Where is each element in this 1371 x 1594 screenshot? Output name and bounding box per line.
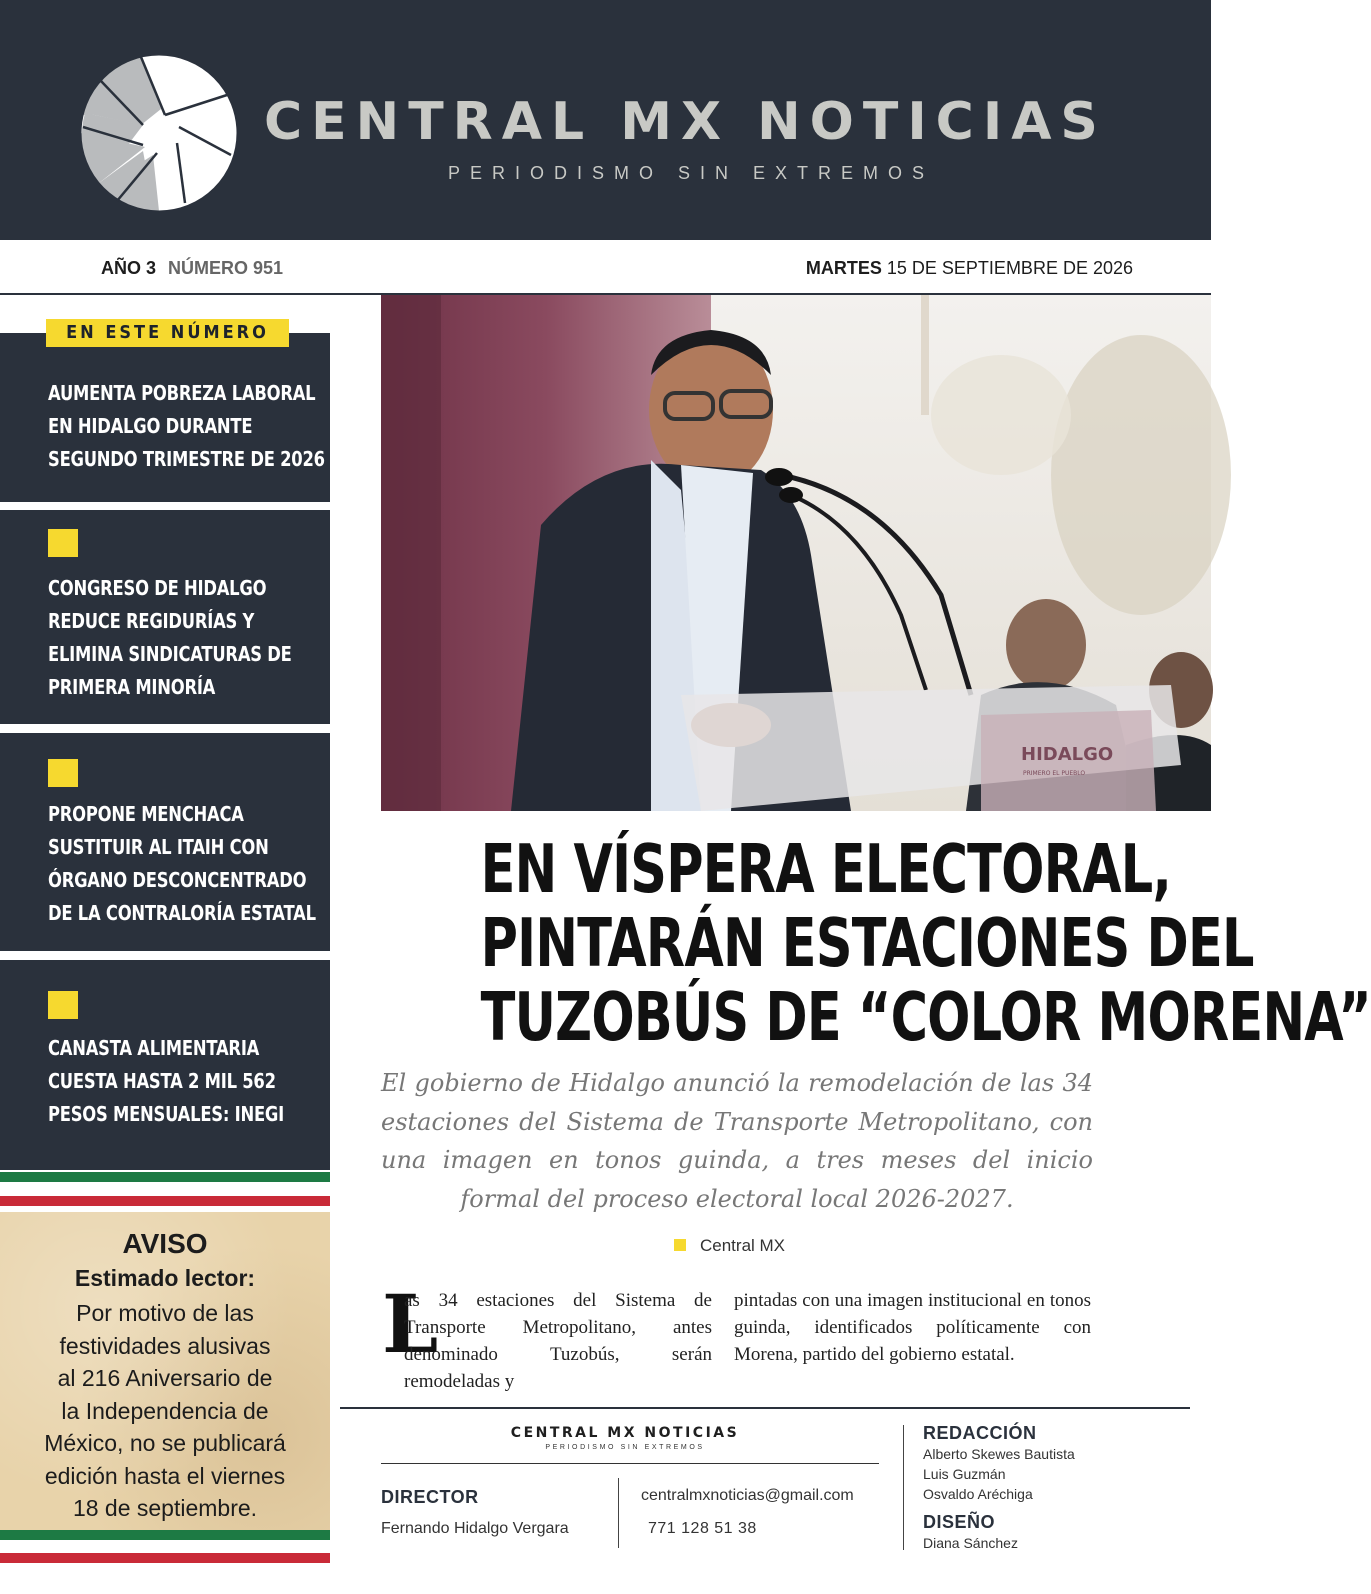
issue-date [806,258,1133,279]
notice-box [0,1212,330,1530]
headline-line-3: TUZOBÚS DE “COLOR MORENA” [480,978,1371,1056]
footer-tagline: PERIODISMO SIN EXTREMOS [545,1444,705,1451]
issue-weekday: MARTES [805,258,882,278]
newsroom-member: Luis Guzmán [923,1466,1006,1482]
masthead [0,0,1211,240]
newsroom-member: Osvaldo Aréchiga [923,1486,1033,1502]
contact-phone[interactable]: 771 128 51 38 [648,1520,757,1537]
flag-stripe-green [0,1530,330,1540]
drop-cap: L [382,1277,439,1371]
sidebar-story-1-title[interactable]: AUMENTA POBREZA LABORAL EN HIDALGO DURANTE SEGUNDO TRIMESTRE DE 2026 [48,381,325,471]
flag-stripe-green [0,1172,330,1182]
bullet-square-icon [48,991,78,1019]
footer-rule [381,1463,879,1464]
issue-year: AÑO 3 [101,258,157,278]
byline-author: Central MX [700,1236,786,1255]
design-label: DISEÑO [923,1512,996,1532]
flag-stripe-red [0,1196,330,1206]
article-byline [674,1236,785,1256]
director-label: DIRECTOR [381,1487,479,1507]
footer-separator [903,1425,904,1550]
bullet-square-icon [48,529,78,557]
notice-subtitle: Estimado lector: [74,1265,256,1291]
notice-body: Por motivo de las festividades alusivas al 216 Aniversario de la Independencia de México, no se publicará edición hasta el viernes 18 de septiembre. [44,1300,286,1521]
issue-info [101,258,283,279]
contact-email[interactable]: centralmxnoticias@gmail.com [641,1487,854,1504]
article-body-column-1: as 34 estaciones del Sistema de Transporte Metropolitano, antes denominado Tuzobús, serán remodeladas y [404,1290,712,1392]
article-headline[interactable] [381,830,1371,1056]
masthead-title: CENTRAL MX NOTICIAS [264,92,1107,152]
bullet-square-icon [48,759,78,787]
podium-logo-subtext: PRIMERO EL PUEBLO [1023,770,1086,777]
issue-number: NÚMERO 951 [168,258,284,278]
flag-stripe-white [0,1182,330,1196]
headline-line-1: EN VÍSPERA ELECTORAL, [480,830,1172,908]
article-body-column-2: pintadas con una imagen institucional en tonos guinda, identificados políticamente con Morena, partido del gobierno estatal. [734,1290,1091,1365]
director-name: Fernando Hidalgo Vergara [381,1520,569,1537]
sidebar-story-3-title[interactable]: PROPONE MENCHACA SUSTITUIR AL ITAIH CON ÓRGANO DESCONCENTRADO DE LA CONTRALORÍA ESTATAL [48,802,316,925]
masthead-tagline: PERIODISMO SIN EXTREMOS [448,163,935,183]
sidebar-story-2-title[interactable]: CONGRESO DE HIDALGO REDUCE REGIDURÍAS Y ELIMINA SINDICATURAS DE PRIMERA MINORÍA [48,576,292,699]
sidebar-story-4-title[interactable]: CANASTA ALIMENTARIA CUESTA HASTA 2 MIL 562 PESOS MENSUALES: INEGI [48,1036,284,1126]
article-deck: El gobierno de Hidalgo anunció la remodelación de las 34 estaciones del Sistema de Transporte Metropolitano, con una imagen en tonos guinda, a tres meses del inicio formal del proceso electoral local 2026-2027. [381,1069,1093,1213]
flag-stripe-white [0,1540,330,1553]
in-this-issue-label: EN ESTE NÚMERO [46,319,289,347]
podium-logo-text: HIDALGO [1021,744,1114,765]
lead-photo [381,295,1211,811]
newsroom-member: Alberto Skewes Bautista [923,1446,1075,1462]
footer-brand: CENTRAL MX NOTICIAS [510,1425,740,1441]
camera-aperture-icon [81,55,237,211]
headline-line-2: PINTARÁN ESTACIONES DEL [480,904,1254,982]
footer-separator [618,1478,619,1548]
issue-date-text: 15 DE SEPTIEMBRE DE 2026 [886,258,1133,278]
newsroom-label: REDACCIÓN [923,1423,1037,1443]
design-name: Diana Sánchez [923,1535,1018,1551]
footer-divider [340,1407,1190,1409]
bullet-square-icon [674,1239,686,1251]
notice-title: AVISO [122,1228,208,1259]
flag-stripe-red [0,1553,330,1563]
issue-bar [0,240,1211,295]
